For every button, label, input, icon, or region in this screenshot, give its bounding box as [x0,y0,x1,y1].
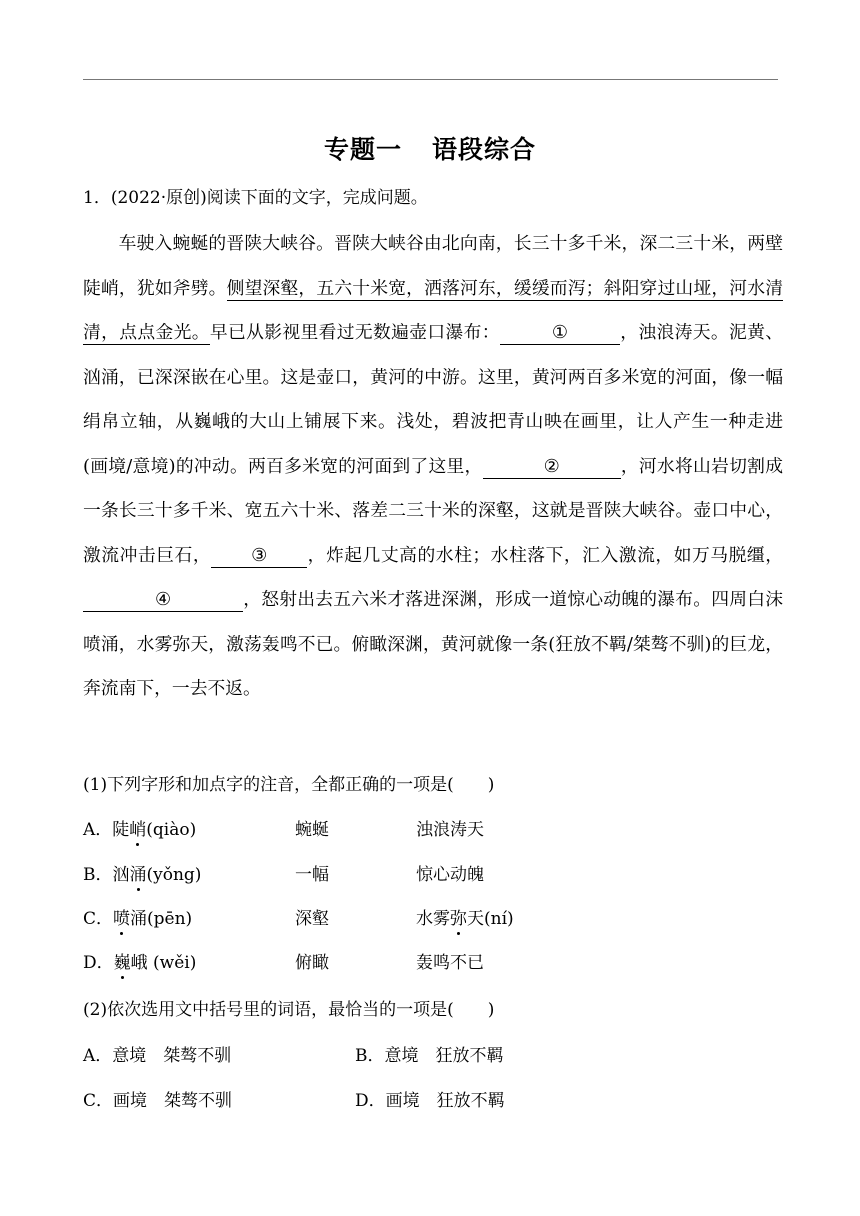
q2-option-d [355,1086,505,1111]
q2-option-a [83,1041,231,1066]
title-part-1: 专题一 [323,135,402,164]
word-text: 水雾 [416,909,450,929]
q1-option-d [83,948,196,973]
option-label: A． [83,820,113,840]
word-text: 汹 [112,865,130,885]
passage-text-3: ，浊浪涛天。泥黄、汹涌，已深深嵌在心里。这是壶口，黄河的中游。这里，黄河两百多米宽的河面，像一幅绢帛立轴，从巍峨的大山上铺展下来。浅处，碧波把青山映在画里，让人产生一种走进(画境/意境)的冲动。两百多米宽的河面到了这里， [83,322,783,477]
word-text: 陡 [112,820,130,840]
dotted-char: 喷 [113,909,131,929]
q2-option-c [83,1086,232,1111]
dotted-char: 弥 [450,909,467,929]
option-label: C． [83,909,114,929]
word-text: 涌(pēn) [130,909,193,929]
header-rule [83,79,778,80]
passage-text-1: 车驶入蜿蜒的晋陕大峡谷。晋陕大峡谷由北向南，长三十多千米，深二三十米，两壁陡峭，犹如斧劈。 [83,233,783,299]
dotted-char: 峭 [129,820,147,840]
passage-text-4: ，河水将山岩切割成一条长三十多千米、宽五六十米、落差二三十米的深壑，这就是晋陕大峡谷。壶口中心，激流冲击巨石， [83,455,783,566]
reading-passage [83,222,783,712]
q1-option-c [83,904,192,929]
dotted-char: 巍 [113,953,131,973]
q1-option-d-word2: 俯瞰 [295,953,329,973]
page-title [0,130,860,166]
q1-option-b-word3: 惊心动魄 [416,865,484,885]
q1-option-a-word2: 蜿蜒 [295,820,329,840]
q1-option-b [83,860,201,885]
q1-option-a-word3: 浊浪涛天 [416,820,484,840]
question-intro: 1．(2022·原创)阅读下面的文字，完成问题。 [83,188,428,208]
passage-text-2: 早已从影视里看过无数遍壶口瀑布： [209,322,500,343]
word-text: 峨 (wěi) [130,953,197,973]
option-text: 画境 桀骜不驯 [113,1091,233,1111]
word-text: 天(ní) [467,909,514,929]
q1-option-d-word3: 轰鸣不已 [416,953,484,973]
q2-stem: (2)依次选用文中括号里的词语，最恰当的一项是( ) [83,1000,495,1020]
blank-4: ④ [83,589,243,612]
q1-option-b-word2: 一幅 [295,865,329,885]
q1-option-c-word2: 深壑 [295,909,329,929]
passage-text-5: ，炸起几丈高的水柱；水柱落下，汇入激流，如万马脱缰， [307,544,783,566]
option-label: D． [83,953,114,973]
underlined-sentence: 侧望深壑，五六十米宽，洒落河东，缓缓而泻；斜阳穿过山垭，河水清清，点点金光。 [83,277,783,343]
option-label: B． [355,1046,385,1066]
blank-1: ① [500,322,620,345]
option-label: B． [83,865,113,885]
q1-stem: (1)下列字形和加点字的注音，全都正确的一项是( ) [83,775,495,795]
passage-text-6: ，怒射出去五六米才落进深渊，形成一道惊心动魄的瀑布。四周白沫喷涌，水雾弥天，激荡轰鸣不已。俯瞰深渊，黄河就像一条(狂放不羁/桀骜不驯)的巨龙，奔流南下，一去不返。 [83,589,783,699]
blank-2: ② [483,456,621,479]
option-text: 画境 狂放不羁 [385,1091,505,1111]
title-part-2: 语段综合 [432,135,537,164]
q1-option-c-word3 [416,904,514,929]
option-text: 意境 桀骜不驯 [112,1046,232,1066]
q2-option-b [355,1041,504,1066]
option-label: D． [355,1091,386,1111]
word-text: (yǒng) [146,865,202,885]
blank-3: ③ [211,545,307,568]
word-text: (qiào) [146,820,197,840]
q1-option-a [83,815,196,840]
option-text: 意境 狂放不羁 [384,1046,504,1066]
option-label: A． [83,1046,113,1066]
dotted-char: 涌 [129,865,147,885]
option-label: C． [83,1091,114,1111]
